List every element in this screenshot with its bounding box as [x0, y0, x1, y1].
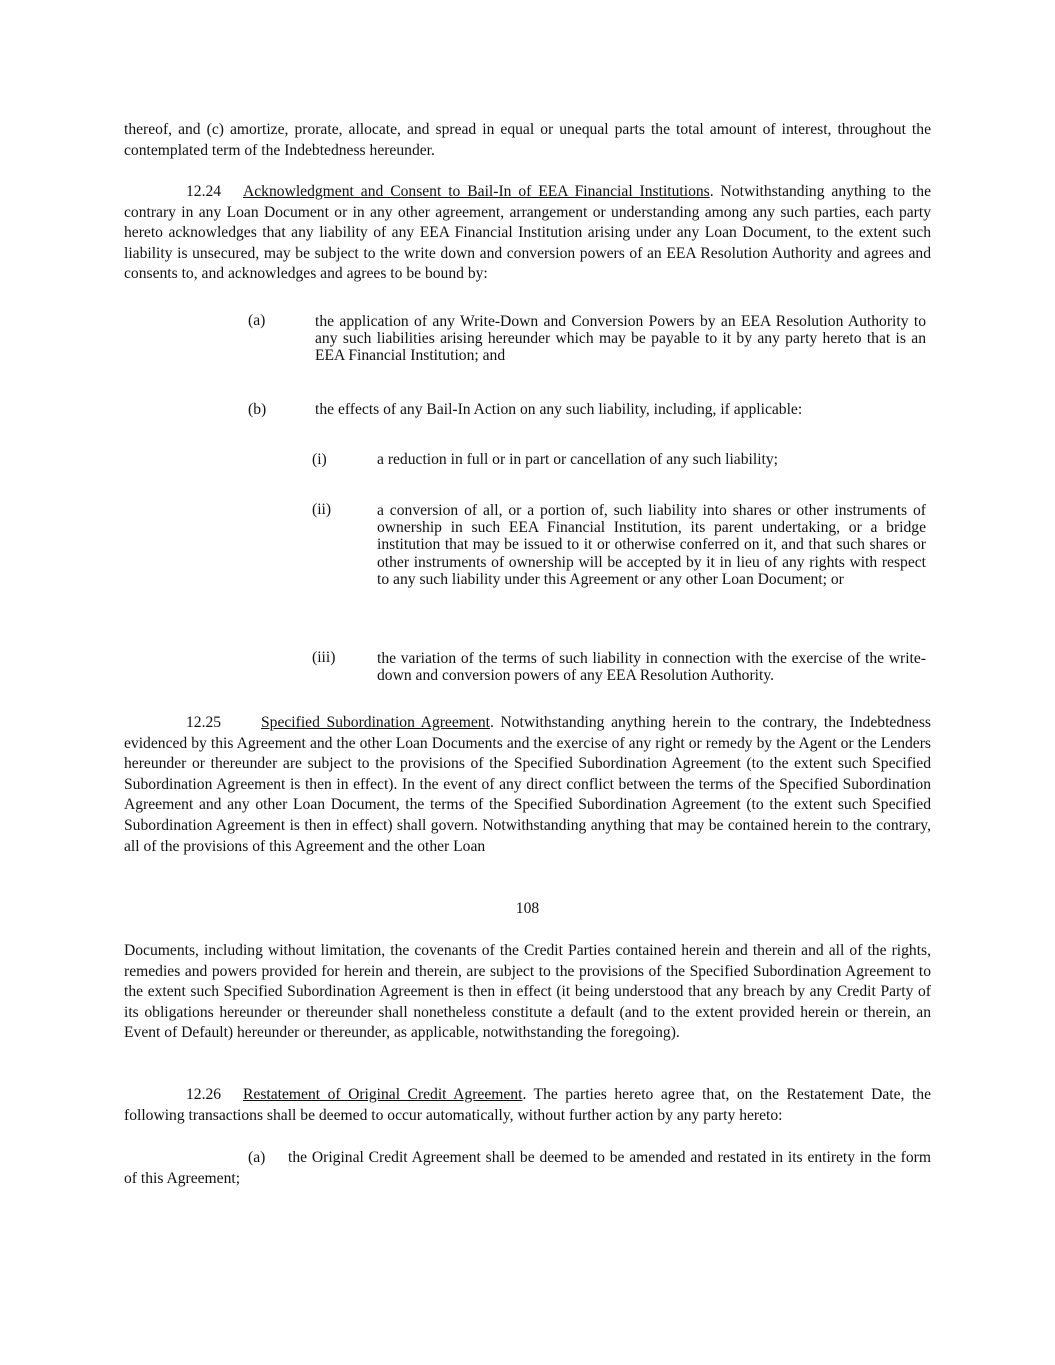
section-body: . The parties hereto agree that, on the Restatement Date, the following transactions shall be deemed to occur automatically, without further action by any party hereto:	[124, 1086, 931, 1124]
clause-b-label: (b)	[248, 401, 267, 418]
section-12-25	[124, 713, 931, 857]
clause-i-text: a reduction in full or in part or cancellation of any such liability;	[377, 451, 778, 468]
clause-ii-label: (ii)	[312, 501, 332, 518]
section-heading: Acknowledgment and Consent to Bail-In of EEA Financial Institutions	[243, 183, 710, 200]
section-body: . Notwithstanding anything herein to the contrary, the Indebtedness evidenced by this Agreement and the other Loan Documents and the exercise of any right or remedy by the Agent or the Lenders hereunder or thereunder are subject to the provisions of the Specified Subordination Agreement (to the extent such Specified Subordination Agreement is then in effect). In the event of any direct conflict between the terms of the Specified Subordination Agreement and any other Loan Document, the terms of the Specified Subordination Agreement (to the extent such Specified Subordination Agreement is then in effect) shall govern. Notwithstanding anything that may be contained herein to the contrary, all of the provisions of this Agreement and the other Loan	[124, 714, 931, 855]
section-12-26-clause-a	[124, 1148, 931, 1189]
clause-ii-text: a conversion of all, or a portion of, such liability into shares or other instruments of ownership in such EEA Financial Institution, its parent undertaking, or a bridge institution that may be issued to it or otherwise conferred on it, and that such shares or other instruments of ownership will be accepted by it in lieu of any rights with respect to any such liability under this Agreement or any other Loan Document; or	[377, 502, 926, 588]
section-body: . Notwithstanding anything to the contrary in any Loan Document or in any other agreement, arrangement or understanding among any such parties, each party hereto acknowledges that any liability of any EEA Financial Institution arising under any Loan Document, to the extent such liability is unsecured, may be subject to the write down and conversion powers of an EEA Resolution Authority and agrees and consents to, and acknowledges and agrees to be bound by:	[124, 183, 932, 283]
clause-i-label: (i)	[312, 451, 327, 468]
section-heading: Restatement of Original Credit Agreement	[243, 1086, 523, 1103]
clause-a-text: the Original Credit Agreement shall be deemed to be amended and restated in its entirety in the form of this Agreement;	[124, 1149, 931, 1187]
section-12-26	[124, 1085, 931, 1126]
page-number: 108	[515, 900, 540, 917]
clause-iii-label: (iii)	[312, 649, 336, 666]
section-number: 12.24	[186, 183, 222, 200]
paragraph-documents: Documents, including without limitation, the covenants of the Credit Parties contained herein and therein and all of the rights, remedies and powers provided for herein and therein, are subject to the provisions of the Specified Subordination Agreement to the extent such Specified Subordination Agreement is then in effect (it being understood that any breach by any Credit Party of its obligations hereunder or thereunder shall nonetheless constitute a default (and to the extent provided herein or therein, an Event of Default) hereunder or thereunder, as applicable, notwithstanding the foregoing).	[124, 942, 931, 1042]
clause-iii-text: the variation of the terms of such liability in connection with the exercise of the write-down and conversion powers of any EEA Resolution Authority.	[377, 650, 926, 685]
section-12-24	[124, 182, 931, 285]
section-number: 12.26	[186, 1086, 222, 1103]
section-heading: Specified Subordination Agreement	[261, 714, 490, 731]
clause-a-label: (a)	[248, 312, 266, 329]
paragraph-continued: thereof, and (c) amortize, prorate, allocate, and spread in equal or unequal parts the total amount of interest, throughout the contemplated term of the Indebtedness hereunder.	[124, 121, 931, 159]
clause-a-label: (a)	[248, 1149, 266, 1166]
section-number: 12.25	[186, 714, 222, 731]
clause-b-text: the effects of any Bail-In Action on any such liability, including, if applicable:	[315, 401, 803, 418]
clause-a-text: the application of any Write-Down and Conversion Powers by an EEA Resolution Authority to any such liabilities arising hereunder which may be payable to it by any party hereto that is an EEA Financial Institution; and	[315, 313, 926, 365]
